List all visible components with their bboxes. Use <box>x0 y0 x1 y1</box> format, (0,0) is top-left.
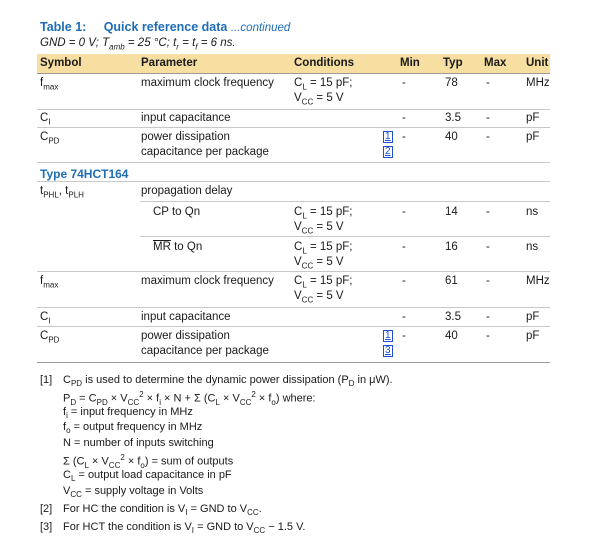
type-heading: Type 74HCT164 <box>40 167 129 181</box>
header-typ: Typ <box>443 57 463 69</box>
symbol-cell: $f_{max}$ <box>40 77 59 92</box>
table-title: Table 1: Quick reference data ...continued <box>40 20 291 34</box>
unit-cell: MHz <box>526 77 550 89</box>
row-divider <box>37 109 550 110</box>
min-cell: - <box>402 206 406 218</box>
typ-cell: 40 <box>445 330 458 342</box>
max-cell: - <box>486 275 490 287</box>
condition-cell: $V_{CC} = 5$ V <box>294 92 344 107</box>
table-subtitle: GND = 0 V; $T_{amb} = 25$ °C; $t_r = t_f = 6$ ns. <box>40 37 236 52</box>
symbol-cell: $f_{max}$ <box>40 275 59 290</box>
footnote-link-1[interactable]: 1 <box>385 131 391 142</box>
max-cell: - <box>486 77 490 89</box>
max-cell: - <box>486 112 490 124</box>
footnote-line: For HC the condition is $V_I$ = GND to $V_{CC}$. <box>63 503 262 518</box>
typ-cell: 14 <box>445 206 458 218</box>
row-divider <box>37 181 550 182</box>
footnote-line: $f_o$ = output frequency in MHz <box>63 421 203 436</box>
max-cell: - <box>486 206 490 218</box>
footnote-number: [1] <box>40 374 53 386</box>
max-cell: - <box>486 241 490 253</box>
footnote-line: Σ $(C_L \times V_{CC}^2 \times f_o)$ = sum of outputs <box>63 453 234 470</box>
unit-cell: MHz <box>526 275 550 287</box>
min-cell: - <box>402 131 406 143</box>
max-cell: - <box>486 330 490 342</box>
typ-cell: 3.5 <box>445 112 461 124</box>
unit-cell: pF <box>526 131 540 143</box>
min-cell: - <box>402 275 406 287</box>
parameter-cell: $\overline{MR}$ to Qn <box>153 241 203 253</box>
header-parameter: Parameter <box>141 57 198 69</box>
row-divider <box>37 127 550 128</box>
footnote-link-1[interactable]: 1 <box>385 330 391 341</box>
unit-cell: pF <box>526 311 540 323</box>
parameter-cell: input capacitance <box>141 311 231 323</box>
parameter-cell: CP to Qn <box>153 206 201 218</box>
footnote-line: For HCT the condition is $V_I$ = GND to $V_{CC} - 1.5$ V. <box>63 521 306 536</box>
footnote-line: N = number of inputs switching <box>63 437 214 449</box>
max-cell: - <box>486 311 490 323</box>
min-cell: - <box>402 112 406 124</box>
footnote-link-2[interactable]: 2 <box>385 146 391 157</box>
parameter-cell: capacitance per package <box>141 345 269 357</box>
row-divider <box>37 307 550 308</box>
header-max: Max <box>484 57 507 69</box>
min-cell: - <box>402 77 406 89</box>
header-conditions: Conditions <box>294 57 355 69</box>
row-divider <box>37 326 550 327</box>
condition-cell: $V_{CC} = 5$ V <box>294 290 344 305</box>
header-rule <box>37 73 550 74</box>
unit-cell: pF <box>526 330 540 342</box>
parameter-cell: propagation delay <box>141 185 233 197</box>
max-cell: - <box>486 131 490 143</box>
header-unit: Unit <box>526 57 549 69</box>
header-symbol: Symbol <box>40 57 82 69</box>
min-cell: - <box>402 311 406 323</box>
condition-cell: $V_{CC} = 5$ V <box>294 256 344 271</box>
min-cell: - <box>402 241 406 253</box>
unit-cell: pF <box>526 112 540 124</box>
unit-cell: ns <box>526 206 539 218</box>
row-divider <box>37 162 550 163</box>
row-divider <box>37 271 550 272</box>
symbol-cell: $C_{PD}$ <box>40 131 60 146</box>
footnote-line: $C_L$ = output load capacitance in pF <box>63 469 232 484</box>
footnote-line: $P_D = C_{PD} \times V_{CC}^2 \times f_i \times N + \Sigma$ $(C_L \times V_{CC}^2 \times f_o)$ where: <box>63 390 316 407</box>
parameter-cell: maximum clock frequency <box>141 275 274 287</box>
footnote-line: $f_i$ = input frequency in MHz <box>63 406 193 421</box>
footnote-number: [3] <box>40 521 53 533</box>
condition-cell: $C_L = 15$ pF; <box>294 241 353 256</box>
footnote-link-3[interactable]: 3 <box>385 345 391 356</box>
unit-cell: ns <box>526 241 539 253</box>
symbol-cell: $C_{PD}$ <box>40 330 60 345</box>
parameter-cell: power dissipation <box>141 131 230 143</box>
row-divider <box>140 236 550 237</box>
typ-cell: 40 <box>445 131 458 143</box>
parameter-cell: capacitance per package <box>141 146 269 158</box>
condition-cell: $C_L = 15$ pF; <box>294 275 353 290</box>
typ-cell: 3.5 <box>445 311 461 323</box>
condition-cell: $C_L = 15$ pF; <box>294 77 353 92</box>
typ-cell: 61 <box>445 275 458 287</box>
table-bottom-rule <box>37 362 550 363</box>
row-divider <box>140 201 550 202</box>
typ-cell: 78 <box>445 77 458 89</box>
header-min: Min <box>400 57 420 69</box>
typ-cell: 16 <box>445 241 458 253</box>
parameter-cell: maximum clock frequency <box>141 77 274 89</box>
condition-cell: $V_{CC} = 5$ V <box>294 221 344 236</box>
parameter-cell: power dissipation <box>141 330 230 342</box>
min-cell: - <box>402 330 406 342</box>
condition-cell: $C_L = 15$ pF; <box>294 206 353 221</box>
footnote-line: $C_{PD}$ is used to determine the dynamic power dissipation ($P_D$ in μW). <box>63 374 393 389</box>
parameter-cell: input capacitance <box>141 112 231 124</box>
symbol-cell: $C_I$ <box>40 112 51 127</box>
symbol-cell: $C_I$ <box>40 311 51 326</box>
footnote-number: [2] <box>40 503 53 515</box>
footnote-line: $V_{CC}$ = supply voltage in Volts <box>63 485 204 500</box>
symbol-cell: $t_{PHL}$, $t_{PLH}$ <box>40 185 84 200</box>
